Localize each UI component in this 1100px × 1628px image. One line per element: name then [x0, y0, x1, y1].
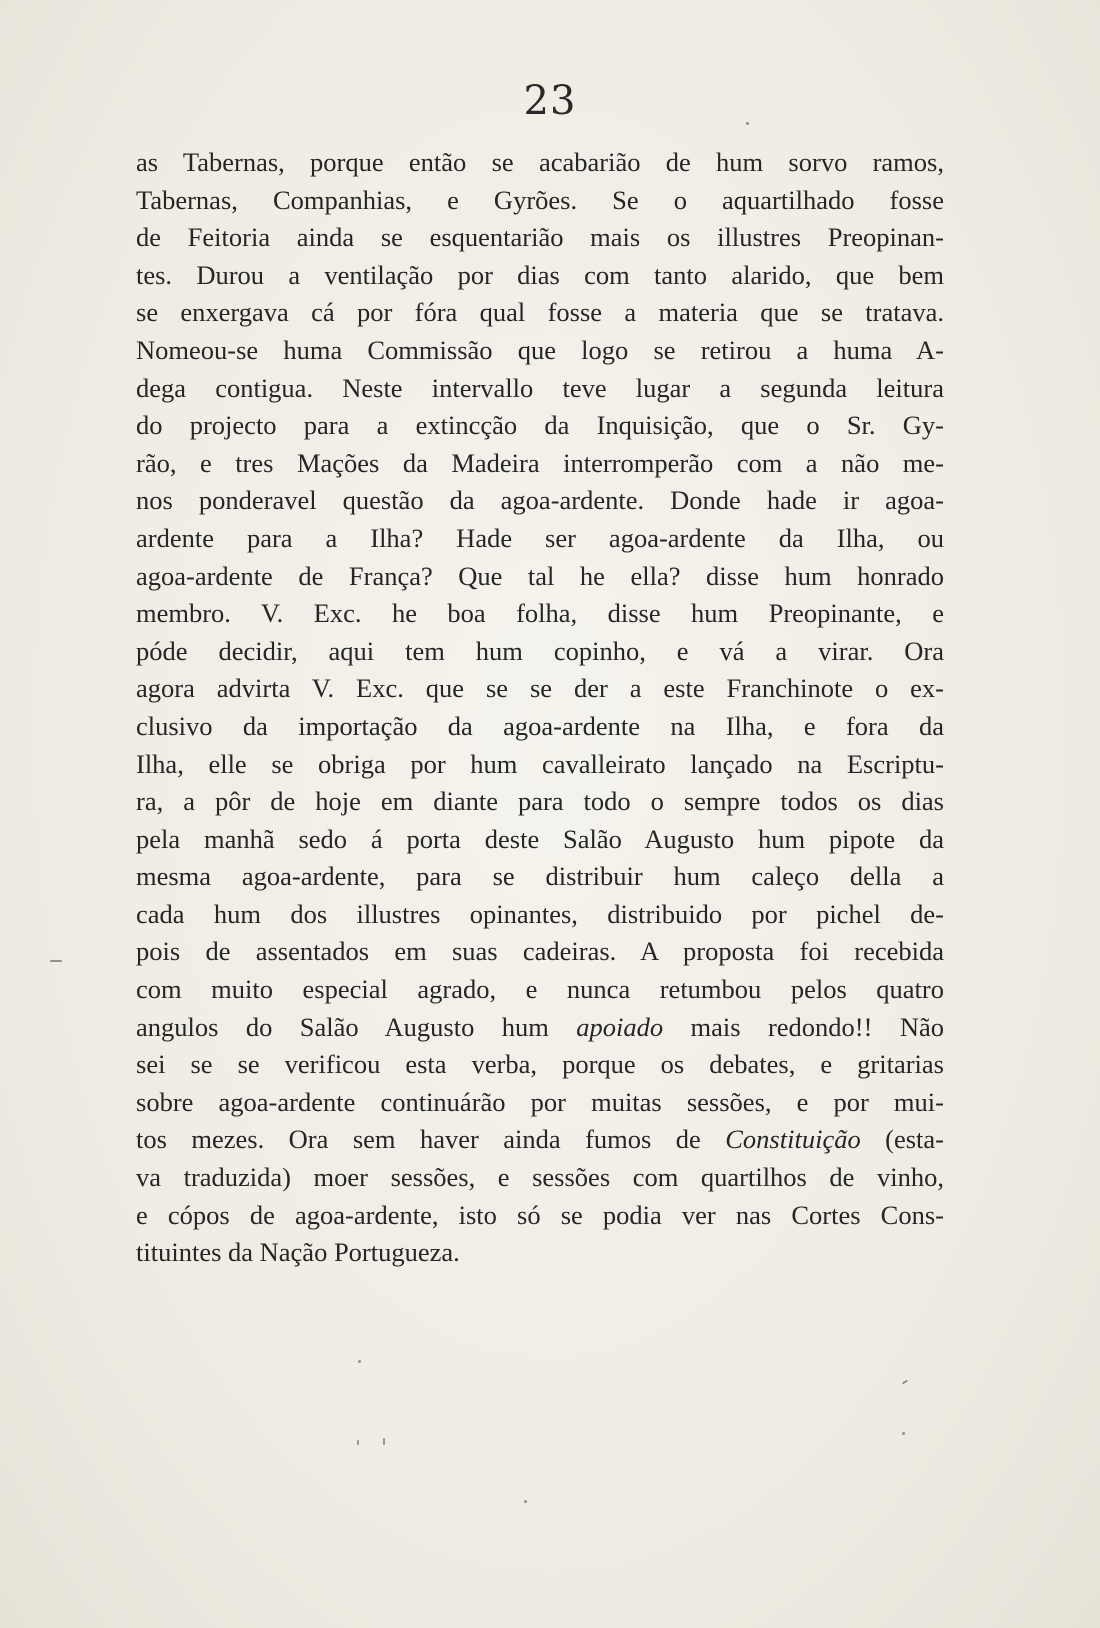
text-segment: dega contigua. Neste intervallo teve lugar a segunda leitura: [136, 372, 944, 403]
text-segment: nos ponderavel questão da agoa-ardente. Donde hade ir agoa-: [136, 485, 944, 516]
text-segment: ra, a pôr de hoje em diante para todo o sempre todos os dias: [136, 786, 944, 817]
text-line: [136, 257, 944, 295]
print-speck: [383, 1438, 385, 1445]
text-segment: Nomeou-se huma Commissão que logo se retirou a huma A-: [136, 334, 944, 365]
text-line: [136, 1009, 944, 1047]
text-line: [136, 520, 944, 558]
text-line: [136, 858, 944, 896]
text-line: [136, 896, 944, 934]
text-line: [136, 1234, 944, 1272]
text-segment: tes. Durou a ventilação por dias com tanto alarido, que bem: [136, 259, 944, 290]
text-line: [136, 1121, 944, 1159]
text-segment: de Feitoria ainda se esquentarião mais os illustres Preopinan-: [136, 222, 944, 253]
print-speck: [902, 1432, 905, 1435]
text-line: [136, 144, 944, 182]
text-segment: ardente para a Ilha? Hade ser agoa-ardente da Ilha, ou: [136, 522, 944, 553]
text-segment: e cópos de agoa-ardente, isto só se podia ver nas Cortes Cons-: [136, 1199, 944, 1230]
text-line: [136, 1197, 944, 1235]
text-line: [136, 746, 944, 784]
text-segment: agoa-ardente de França? Que tal he ella? disse hum honrado: [136, 560, 944, 591]
text-line: [136, 933, 944, 971]
print-speck: [357, 1440, 359, 1445]
text-segment: pela manhã sedo á porta deste Salão Augusto hum pipote da: [136, 823, 944, 854]
text-line: [136, 558, 944, 596]
text-line: [136, 482, 944, 520]
text-line: [136, 708, 944, 746]
text-line: [136, 219, 944, 257]
print-speck: [50, 960, 62, 962]
text-segment: agora advirta V. Exc. que se se der a este Franchinote o ex-: [136, 673, 944, 704]
text-line: [136, 1084, 944, 1122]
text-segment: mais redondo!! Não: [663, 1011, 944, 1042]
text-segment: angulos do Salão Augusto hum: [136, 1011, 577, 1042]
text-segment: tituintes da Nação Portugueza.: [136, 1237, 460, 1268]
text-segment: Ilha, elle se obriga por hum cavalleirato lançado na Escriptu-: [136, 748, 944, 779]
text-segment: sobre agoa-ardente continuárão por muitas sessões, e por mui-: [136, 1086, 944, 1117]
text-segment: do projecto para a extincção da Inquisição, que o Sr. Gy-: [136, 410, 944, 441]
text-segment: mesma agoa-ardente, para se distribuir hum caleço della a: [136, 861, 944, 892]
text-line: [136, 1046, 944, 1084]
text-line: [136, 445, 944, 483]
print-speck: [902, 1380, 908, 1385]
text-segment: tos mezes. Ora sem haver ainda fumos de: [136, 1124, 726, 1155]
text-line: [136, 294, 944, 332]
text-segment: Tabernas, Companhias, e Gyrões. Se o aquartilhado fosse: [136, 184, 944, 215]
text-segment: rão, e tres Mações da Madeira interromperão com a não me-: [136, 447, 944, 478]
text-line: [136, 670, 944, 708]
text-segment: membro. V. Exc. he boa folha, disse hum Preopinante, e: [136, 598, 944, 629]
text-line: [136, 332, 944, 370]
text-segment: se enxergava cá por fóra qual fosse a materia que se tratava.: [136, 297, 944, 328]
text-segment: as Tabernas, porque então se acabarião de hum sorvo ramos,: [136, 147, 944, 177]
print-speck: [524, 1500, 527, 1503]
print-speck: [746, 122, 749, 125]
italic-text: apoiado: [576, 1011, 664, 1042]
text-segment: sei se se verificou esta verba, porque os debates, e gritarias: [136, 1049, 944, 1080]
text-line: [136, 1159, 944, 1197]
text-line: [136, 182, 944, 220]
text-line: [136, 370, 944, 408]
text-segment: va traduzida) moer sessões, e sessões com quartilhos de vinho,: [136, 1162, 944, 1193]
text-segment: pois de assentados em suas cadeiras. A proposta foi recebida: [136, 936, 944, 967]
text-segment: póde decidir, aqui tem hum copinho, e vá a virar. Ora: [136, 635, 944, 666]
text-line: [136, 971, 944, 1009]
text-segment: com muito especial agrado, e nunca retumbou pelos quatro: [136, 974, 944, 1005]
text-line: [136, 595, 944, 633]
text-segment: (esta-: [860, 1124, 944, 1155]
text-segment: cada hum dos illustres opinantes, distribuido por pichel de-: [136, 898, 944, 929]
print-speck: [358, 1360, 361, 1363]
text-line: [136, 821, 944, 859]
body-text: [136, 144, 944, 1272]
text-segment: clusivo da importação da agoa-ardente na Ilha, e fora da: [136, 710, 944, 741]
text-line: [136, 633, 944, 671]
italic-text: Constituição: [725, 1124, 861, 1155]
page-number: 23: [523, 78, 577, 124]
text-line: [136, 783, 944, 821]
text-line: [136, 407, 944, 445]
